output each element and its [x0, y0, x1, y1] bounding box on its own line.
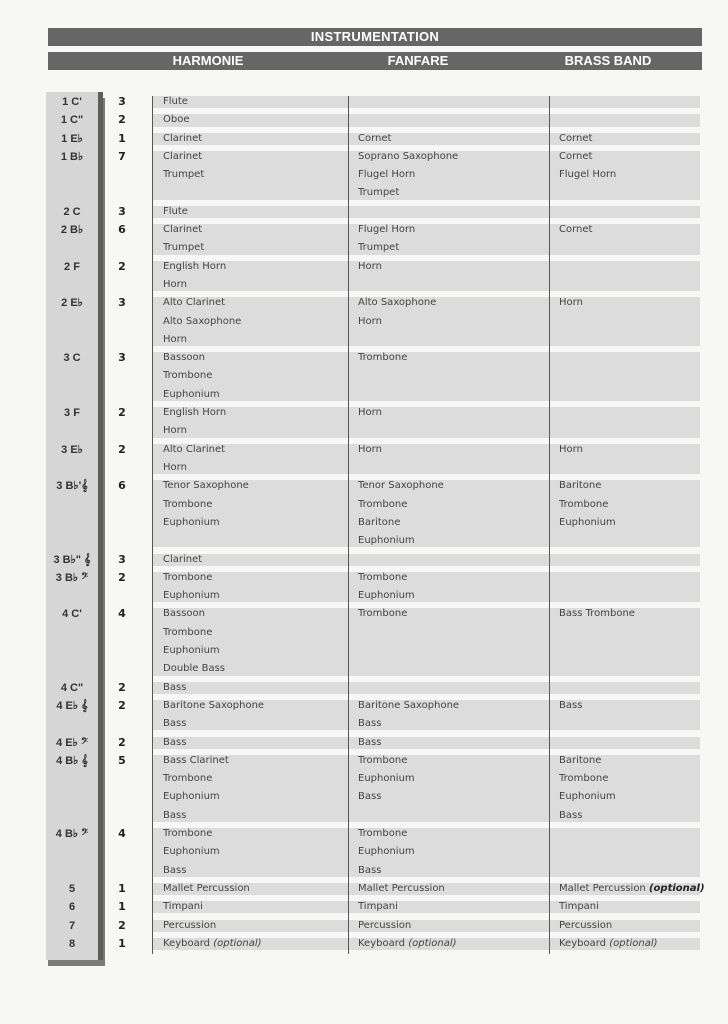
- instrument-name: Trombone: [163, 626, 213, 638]
- instrument-name: Oboe: [163, 114, 190, 126]
- instrument-name: Baritone: [559, 754, 602, 766]
- part-count: 2: [118, 406, 126, 420]
- instrument-cell: [559, 477, 601, 495]
- header-fanfare: FANFARE: [387, 53, 449, 68]
- instrument-cell: [163, 148, 202, 166]
- row-band: [152, 572, 700, 603]
- instrument-cell: [358, 697, 459, 715]
- part-key: 1 B♭: [60, 150, 84, 163]
- instrument-cell: [163, 715, 186, 733]
- instrument-cell: [559, 917, 612, 935]
- instrument-name: Alto Saxophone: [358, 297, 437, 309]
- part-count: 1: [118, 900, 126, 914]
- instrument-cell: [163, 331, 187, 349]
- table-row: [0, 148, 728, 203]
- part-count: 3: [118, 204, 126, 218]
- instrument-name: Horn: [358, 260, 382, 272]
- instrument-name: Timpani: [559, 901, 599, 913]
- instrument-name: Trombone: [358, 352, 408, 364]
- instrument-name: Euphonium: [358, 590, 415, 602]
- table-row: [0, 880, 728, 898]
- instrument-cell: [358, 788, 381, 806]
- instrument-cell: [163, 239, 204, 257]
- instrument-cell: [358, 862, 381, 880]
- instrument-cell: [163, 660, 225, 678]
- instrument-name: Horn: [358, 443, 382, 455]
- row-band: [152, 901, 700, 913]
- instrument-name: Horn: [559, 297, 583, 309]
- instrument-name: Trombone: [163, 498, 213, 510]
- part-key: 3 B♭'𝄞: [56, 480, 88, 493]
- table-row: [0, 551, 728, 569]
- instrument-cell: [358, 917, 411, 935]
- instrument-cell: [559, 514, 616, 532]
- instrument-cell: [358, 349, 407, 367]
- instrument-cell: [559, 697, 582, 715]
- instrument-cell: [163, 367, 212, 385]
- part-count: 1: [118, 131, 126, 145]
- instrument-cell: [163, 862, 186, 880]
- instrument-name: Bass: [163, 736, 187, 748]
- instrument-name: Horn: [559, 443, 583, 455]
- table-row: [0, 679, 728, 697]
- instrument-name: Timpani: [358, 901, 398, 913]
- table-row: [0, 569, 728, 606]
- instrument-name: Horn: [163, 425, 187, 437]
- instrument-name: Trombone: [163, 370, 213, 382]
- row-band: [152, 920, 700, 932]
- instrument-name: Bass: [163, 718, 187, 730]
- part-key: 2 B♭: [60, 224, 84, 237]
- part-count: 2: [118, 259, 126, 273]
- instrument-name: Trombone: [163, 571, 213, 583]
- instrument-name: English Horn: [163, 407, 227, 419]
- part-key: 3 F: [64, 407, 80, 420]
- instrument-name: Horn: [163, 278, 187, 290]
- instrument-cell: [163, 93, 188, 111]
- table-row: [0, 825, 728, 880]
- instrument-cell: [163, 642, 220, 660]
- instrument-cell: [559, 880, 705, 898]
- part-key: 3 C: [63, 352, 81, 365]
- instrument-cell: [163, 422, 187, 440]
- part-key: 4 E♭ 𝄞: [56, 699, 88, 712]
- table-row: [0, 93, 728, 111]
- instrument-name: Flute: [163, 96, 188, 107]
- instrument-cell: [358, 514, 400, 532]
- instrument-name: Trombone: [358, 498, 408, 510]
- part-key: 2 E♭: [61, 297, 83, 310]
- instrument-name: Baritone: [559, 480, 602, 492]
- instrument-cell: [559, 221, 592, 239]
- instrument-cell: [163, 898, 203, 916]
- row-band: [152, 682, 700, 694]
- instrument-cell: [163, 404, 226, 422]
- instrument-name: Euphonium: [163, 590, 220, 602]
- part-key: 1 C': [62, 96, 82, 108]
- instrument-name: Baritone: [358, 516, 401, 528]
- part-count: 2: [118, 680, 126, 694]
- part-key: 1 C": [60, 114, 84, 127]
- instrument-name: Bass: [559, 699, 583, 711]
- instrument-cell: [559, 148, 592, 166]
- instrument-cell: [163, 166, 204, 184]
- instrument-cell: [559, 807, 582, 825]
- instrument-name: Cornet: [559, 150, 593, 162]
- instrument-name: Soprano Saxophone: [358, 150, 459, 162]
- instrument-name: Horn: [163, 461, 187, 473]
- table-row: [0, 258, 728, 295]
- instrument-name: Trombone: [358, 828, 408, 839]
- instrument-name: Bass: [559, 809, 583, 821]
- instrument-name: Trombone: [559, 773, 609, 785]
- instrument-name: Euphonium: [163, 791, 220, 803]
- instrument-cell: [559, 788, 616, 806]
- instrument-cell: [163, 459, 187, 477]
- instrument-cell: [559, 898, 599, 916]
- instrument-cell: [358, 294, 436, 312]
- instrument-cell: [358, 221, 415, 239]
- part-key: 3 E♭: [61, 443, 83, 456]
- part-count: 6: [118, 479, 126, 493]
- instrument-name: Bass: [163, 864, 187, 876]
- instrument-cell: [358, 313, 382, 331]
- instrument-name: Euphonium: [358, 846, 415, 858]
- instrument-cell: [163, 935, 262, 953]
- instrument-cell: [358, 239, 399, 257]
- table-row: [0, 441, 728, 478]
- instrument-name: Mallet Percussion: [358, 882, 445, 894]
- instrument-name: Trombone: [358, 754, 408, 766]
- instrument-cell: [358, 148, 458, 166]
- part-count: 2: [118, 570, 126, 584]
- instrument-name: Flugel Horn: [358, 169, 416, 181]
- instrument-cell: [163, 917, 216, 935]
- instrument-name: Bass: [358, 718, 382, 730]
- header-harmonie: HARMONIE: [172, 53, 244, 68]
- instrument-name: Flugel Horn: [358, 224, 416, 236]
- row-band: [152, 224, 700, 255]
- row-band: [152, 554, 700, 566]
- instrument-name: Mallet Percussion: [163, 882, 250, 894]
- instrument-name: Trombone: [163, 828, 213, 839]
- instrument-name: Bass Clarinet: [163, 754, 229, 766]
- instrument-cell: [358, 935, 457, 953]
- instrument-name: Percussion: [358, 919, 412, 931]
- instrument-cell: [163, 679, 186, 697]
- instrument-cell: [163, 386, 220, 404]
- instrument-cell: [163, 825, 212, 843]
- instrument-cell: [358, 752, 407, 770]
- column-divider: [348, 96, 349, 954]
- row-band: [152, 737, 700, 749]
- instrument-name: Bassoon: [163, 352, 205, 364]
- instrument-cell: [163, 624, 212, 642]
- instrument-cell: [559, 935, 658, 953]
- row-band: [152, 352, 700, 401]
- table-row: [0, 935, 728, 953]
- instrument-cell: [163, 514, 220, 532]
- instrument-cell: [163, 221, 202, 239]
- instrument-cell: [163, 111, 190, 129]
- instrument-cell: [358, 569, 407, 587]
- instrument-cell: [559, 752, 601, 770]
- instrument-cell: [163, 788, 220, 806]
- instrument-name: Bass: [163, 681, 187, 693]
- instrument-cell: [163, 349, 205, 367]
- table-row: [0, 130, 728, 148]
- instrument-cell: [559, 496, 608, 514]
- table-row: [0, 605, 728, 678]
- instrument-name: Cornet: [559, 132, 593, 144]
- instrument-cell: [358, 605, 407, 623]
- instrument-cell: [163, 605, 205, 623]
- instrument-cell: [163, 496, 212, 514]
- row-band: [152, 755, 700, 822]
- instrument-name: Percussion: [163, 919, 217, 931]
- instrument-cell: [559, 166, 616, 184]
- row-band: [152, 261, 700, 292]
- row-band: [152, 133, 700, 145]
- instrument-name: Horn: [358, 315, 382, 327]
- part-count: 2: [118, 698, 126, 712]
- instrument-name: Baritone Saxophone: [358, 699, 460, 711]
- instrument-name: Euphonium: [358, 535, 415, 547]
- part-key: 4 C": [60, 681, 84, 694]
- instrument-cell: [358, 843, 415, 861]
- instrument-cell: [163, 130, 202, 148]
- instrument-cell: [358, 258, 382, 276]
- row-band: [152, 444, 700, 475]
- column-divider: [152, 96, 153, 954]
- part-key: 1 E♭: [61, 132, 83, 145]
- table-row: [0, 111, 728, 129]
- instrument-cell: [358, 441, 382, 459]
- instrument-name: Alto Clarinet: [163, 443, 226, 455]
- instrument-name: Trombone: [358, 571, 408, 583]
- part-count: 7: [118, 149, 126, 163]
- instrument-name: Tenor Saxophone: [358, 480, 444, 492]
- instrument-name: Bassoon: [163, 608, 205, 620]
- optional-note: (optional): [648, 882, 705, 894]
- row-band: [152, 114, 700, 126]
- instrument-name: Euphonium: [559, 516, 616, 528]
- table-row: [0, 917, 728, 935]
- instrument-name: Alto Clarinet: [163, 297, 226, 309]
- part-count: 3: [118, 552, 126, 566]
- instrument-cell: [358, 715, 381, 733]
- instrument-cell: [358, 496, 407, 514]
- instrument-cell: [358, 587, 415, 605]
- instrument-name: Clarinet: [163, 224, 203, 236]
- instrument-name: Tenor Saxophone: [163, 480, 249, 492]
- instrument-name: Mallet Percussion: [559, 882, 646, 894]
- part-key: 6: [68, 901, 76, 914]
- part-count: 4: [118, 607, 126, 621]
- instrument-name: Horn: [163, 333, 187, 345]
- column-divider: [549, 96, 550, 954]
- instrument-cell: [559, 294, 583, 312]
- instrument-cell: [358, 825, 407, 843]
- part-key: 3 B♭" 𝄞: [53, 553, 91, 566]
- instrument-cell: [358, 770, 415, 788]
- instrument-name: Double Bass: [163, 663, 226, 675]
- instrument-name: Alto Saxophone: [163, 315, 242, 327]
- instrument-name: Trumpet: [163, 242, 205, 254]
- instrument-cell: [559, 605, 635, 623]
- part-key: 4 B♭ 𝄞: [56, 754, 88, 767]
- instrument-name: Bass: [358, 791, 382, 803]
- instrument-cell: [163, 551, 202, 569]
- instrument-name: Euphonium: [163, 644, 220, 656]
- table-row: [0, 734, 728, 752]
- part-count: 3: [118, 95, 126, 108]
- instrument-cell: [163, 276, 187, 294]
- table-row: [0, 697, 728, 734]
- instrument-name: Trumpet: [358, 187, 400, 199]
- instrument-name: Bass: [358, 736, 382, 748]
- part-key: 5: [68, 882, 76, 895]
- instrument-name: Cornet: [559, 224, 593, 236]
- instrument-name: Bass: [358, 864, 382, 876]
- part-count: 6: [118, 223, 126, 237]
- part-key: 2 C: [63, 205, 81, 218]
- instrument-cell: [163, 441, 225, 459]
- instrument-name: Euphonium: [559, 791, 616, 803]
- optional-note: (optional): [408, 937, 457, 949]
- instrument-name: Euphonium: [163, 388, 220, 400]
- part-count: 1: [118, 936, 126, 950]
- part-key: 4 E♭ 𝄢: [56, 736, 88, 749]
- instrument-name: Trombone: [358, 608, 408, 620]
- table-row: [0, 221, 728, 258]
- instrument-name: Bass: [163, 809, 187, 821]
- part-key: 8: [68, 937, 76, 950]
- instrument-cell: [358, 898, 398, 916]
- instrument-cell: [163, 477, 249, 495]
- instrument-name: Bass Trombone: [559, 608, 635, 620]
- part-count: 2: [118, 735, 126, 749]
- table-row: [0, 404, 728, 441]
- table-row: [0, 203, 728, 221]
- part-count: 3: [118, 296, 126, 310]
- instrument-cell: [358, 734, 381, 752]
- instrument-name: Baritone Saxophone: [163, 699, 265, 711]
- instrument-name: Euphonium: [163, 846, 220, 858]
- instrument-name: Trombone: [559, 498, 609, 510]
- instrument-cell: [163, 770, 212, 788]
- part-count: 2: [118, 113, 126, 127]
- part-count: 1: [118, 881, 126, 895]
- row-band: [152, 828, 700, 877]
- part-key: 2 F: [64, 260, 80, 273]
- table-row: [0, 294, 728, 349]
- instrument-cell: [163, 807, 186, 825]
- instrument-cell: [358, 130, 391, 148]
- instrument-cell: [358, 166, 415, 184]
- instrument-name: English Horn: [163, 260, 227, 272]
- instrument-name: Clarinet: [163, 150, 203, 162]
- instrument-name: Trumpet: [163, 169, 205, 181]
- instrument-cell: [358, 477, 444, 495]
- part-key: 3 B♭ 𝄢: [55, 571, 89, 584]
- table-row: [0, 477, 728, 550]
- instrument-name: Trombone: [163, 773, 213, 785]
- part-key: 7: [68, 919, 76, 932]
- part-count: 2: [118, 442, 126, 456]
- part-count: 3: [118, 351, 126, 365]
- instrument-cell: [163, 294, 225, 312]
- instrument-name: Euphonium: [163, 516, 220, 528]
- optional-note: (optional): [609, 937, 658, 949]
- instrument-cell: [559, 441, 583, 459]
- instrument-cell: [163, 880, 250, 898]
- instrument-cell: [163, 569, 212, 587]
- instrument-name: Clarinet: [163, 132, 203, 144]
- instrument-name: Cornet: [358, 132, 392, 144]
- part-count: 2: [118, 918, 126, 932]
- instrument-cell: [163, 697, 264, 715]
- optional-note: (optional): [213, 937, 262, 949]
- row-band: [152, 96, 700, 108]
- page-title: INSTRUMENTATION: [48, 28, 702, 46]
- instrument-cell: [358, 880, 445, 898]
- instrument-cell: [163, 203, 188, 221]
- instrument-name: Euphonium: [358, 773, 415, 785]
- instrument-name: Keyboard: [559, 937, 607, 949]
- instrument-cell: [163, 313, 241, 331]
- instrument-cell: [358, 404, 382, 422]
- part-count: 5: [118, 753, 126, 767]
- instrument-cell: [163, 258, 226, 276]
- instrument-cell: [358, 532, 415, 550]
- instrument-name: Timpani: [163, 901, 203, 913]
- instrument-name: Flute: [163, 205, 188, 217]
- instrument-cell: [163, 587, 220, 605]
- table-row: [0, 898, 728, 916]
- part-count: 4: [118, 827, 126, 840]
- instrument-cell: [163, 843, 220, 861]
- row-band: [152, 206, 700, 218]
- table-row: [0, 349, 728, 404]
- instrument-name: Horn: [358, 407, 382, 419]
- table-row: [0, 752, 728, 825]
- instrument-cell: [559, 770, 608, 788]
- instrument-cell: [559, 130, 592, 148]
- part-key: 4 C': [62, 608, 82, 621]
- instrument-name: Trumpet: [358, 242, 400, 254]
- instrument-name: Clarinet: [163, 553, 203, 565]
- row-band: [152, 407, 700, 438]
- instrument-cell: [163, 734, 186, 752]
- instrument-name: Percussion: [559, 919, 613, 931]
- instrument-name: Keyboard: [163, 937, 211, 949]
- instrument-name: Flugel Horn: [559, 169, 617, 181]
- instrument-name: Keyboard: [358, 937, 406, 949]
- header-brass-band: BRASS BAND: [564, 53, 652, 68]
- instrument-cell: [358, 184, 399, 202]
- instrument-cell: [163, 752, 229, 770]
- part-key: 4 B♭ 𝄢: [55, 828, 89, 840]
